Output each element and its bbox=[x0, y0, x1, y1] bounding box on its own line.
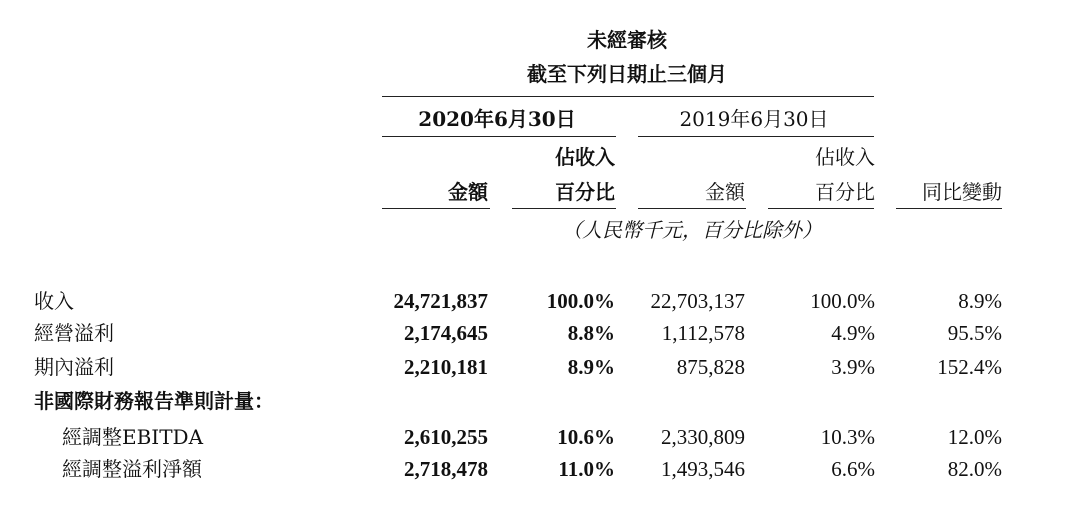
header-period-2020: 2020年6月30日 bbox=[418, 107, 576, 131]
cell-pct-2019: 10.3% bbox=[820, 425, 875, 449]
cell-yoy: 12.0% bbox=[947, 425, 1002, 449]
header-rule-top bbox=[382, 96, 874, 97]
cell-pct-2020: 100.0% bbox=[546, 289, 615, 313]
col-yoy: 同比變動 bbox=[922, 180, 1002, 204]
row-label-adjusted-net-profit: 經調整溢利淨額 bbox=[62, 457, 202, 481]
col-pct-2019-line1: 佔收入 bbox=[815, 145, 875, 169]
cell-pct-2020: 10.6% bbox=[557, 425, 615, 449]
cell-amt-2019: 1,112,578 bbox=[661, 321, 745, 345]
cell-pct-2020: 8.8% bbox=[567, 321, 615, 345]
cell-amt-2020: 24,721,837 bbox=[393, 289, 488, 313]
cell-amt-2020: 2,210,181 bbox=[404, 355, 488, 379]
header-rule-2020 bbox=[382, 136, 616, 137]
cell-amt-2019: 2,330,809 bbox=[661, 425, 745, 449]
cell-amt-2020: 2,718,478 bbox=[404, 457, 488, 481]
header-rule-2019 bbox=[638, 136, 874, 137]
header-audit-status: 未經審核 bbox=[587, 28, 667, 52]
cell-yoy: 152.4% bbox=[937, 355, 1002, 379]
cell-yoy: 95.5% bbox=[947, 321, 1002, 345]
non-ifrs-heading: 非國際財務報告準則計量： bbox=[34, 389, 274, 413]
cell-amt-2019: 875,828 bbox=[676, 355, 745, 379]
cell-pct-2019: 6.6% bbox=[831, 457, 875, 481]
cell-pct-2019: 100.0% bbox=[810, 289, 875, 313]
col-amount-2020: 金額 bbox=[448, 180, 488, 204]
col-amount-2019: 金額 bbox=[705, 180, 745, 204]
col-rule-amount-2019 bbox=[638, 208, 746, 209]
col-pct-2019-line2: 百分比 bbox=[815, 180, 875, 204]
col-rule-yoy bbox=[896, 208, 1002, 209]
cell-pct-2019: 3.9% bbox=[831, 355, 875, 379]
col-rule-pct-2019 bbox=[768, 208, 874, 209]
row-label-operating-profit: 經營溢利 bbox=[34, 321, 114, 345]
cell-amt-2019: 1,493,546 bbox=[661, 457, 745, 481]
cell-pct-2020: 11.0% bbox=[558, 457, 615, 481]
row-label-revenue: 收入 bbox=[34, 289, 74, 313]
cell-amt-2020: 2,174,645 bbox=[404, 321, 488, 345]
cell-amt-2020: 2,610,255 bbox=[404, 425, 488, 449]
cell-pct-2019: 4.9% bbox=[831, 321, 875, 345]
header-period-2019: 2019年6月30日 bbox=[679, 107, 829, 131]
row-label-period-profit: 期內溢利 bbox=[34, 355, 114, 379]
unit-note: （人民幣千元，百分比除外） bbox=[562, 218, 822, 242]
col-pct-2020-line1: 佔收入 bbox=[555, 145, 615, 169]
cell-amt-2019: 22,703,137 bbox=[650, 289, 745, 313]
row-label-adjusted-ebitda: 經調整EBITDA bbox=[62, 425, 204, 449]
header-period-desc: 截至下列日期止三個月 bbox=[527, 62, 727, 86]
cell-yoy: 82.0% bbox=[947, 457, 1002, 481]
col-pct-2020-line2: 百分比 bbox=[555, 180, 615, 204]
col-rule-pct-2020 bbox=[512, 208, 616, 209]
col-rule-amount-2020 bbox=[382, 208, 490, 209]
cell-yoy: 8.9% bbox=[958, 289, 1002, 313]
cell-pct-2020: 8.9% bbox=[567, 355, 615, 379]
